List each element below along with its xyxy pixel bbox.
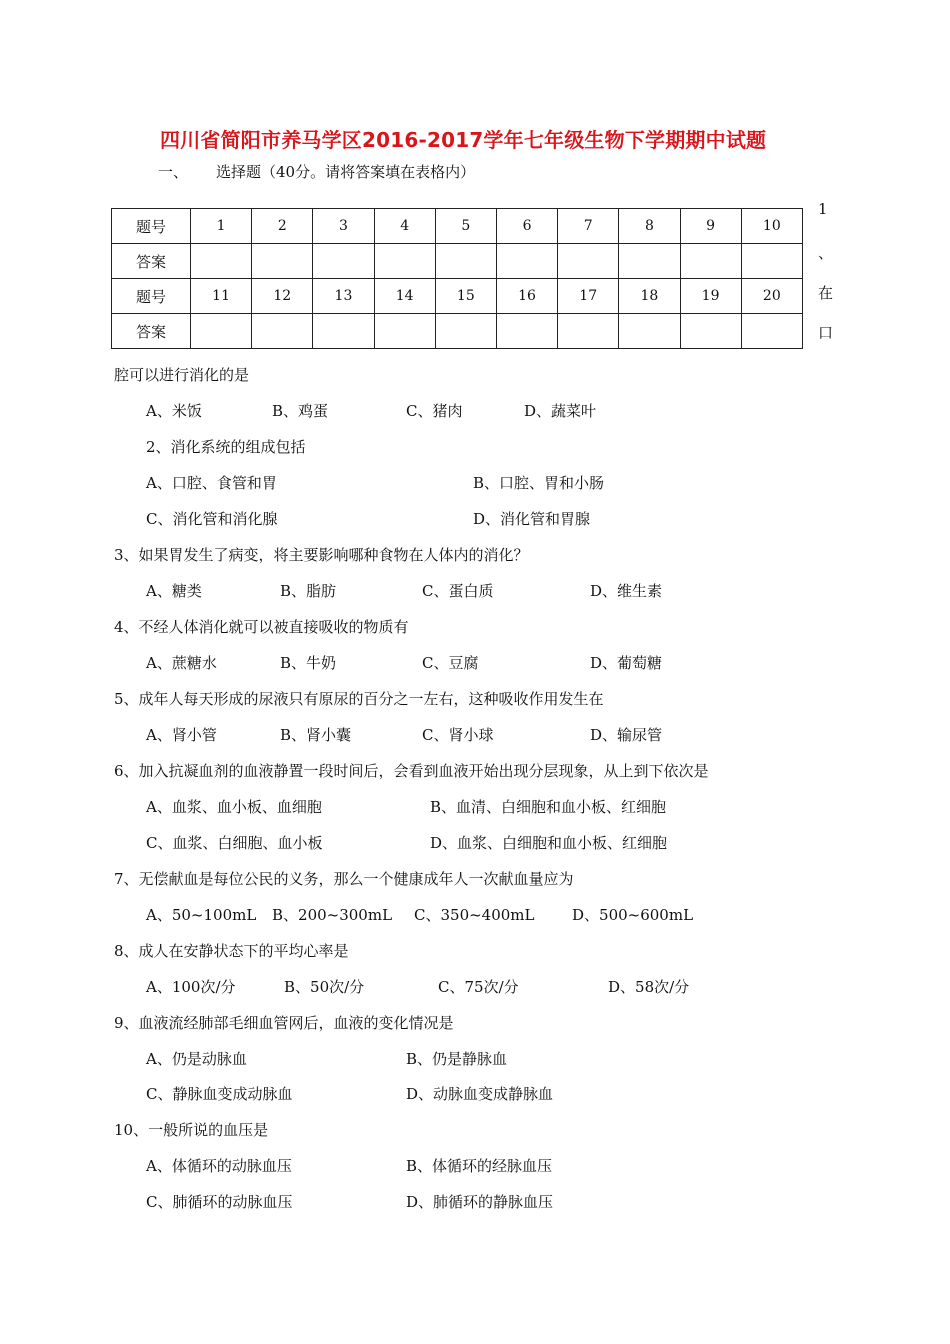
cell-num: 7 — [558, 209, 619, 244]
cell-num: 3 — [313, 209, 374, 244]
question-6-option-b: B、血清、白细胞和血小板、红细胞 — [430, 798, 667, 816]
cell-num: 2 — [252, 209, 313, 244]
question-1-option-c: C、猪肉 — [406, 402, 463, 420]
question-3-option-b: B、脂肪 — [280, 582, 337, 600]
question-4-stem: 4、不经人体消化就可以被直接吸收的物质有 — [114, 618, 409, 636]
answer-cell[interactable] — [680, 244, 741, 279]
answer-cell[interactable] — [558, 244, 619, 279]
cell-num: 8 — [619, 209, 680, 244]
question-5-option-d: D、输尿管 — [590, 726, 663, 744]
answer-cell[interactable] — [191, 314, 252, 349]
cell-num: 13 — [313, 279, 374, 314]
question-7-stem: 7、无偿献血是每位公民的义务，那么一个健康成年人一次献血量应为 — [114, 870, 574, 888]
question-9-stem: 9、血液流经肺部毛细血管网后，血液的变化情况是 — [114, 1014, 454, 1032]
table-row-answers-b — [112, 314, 803, 349]
question-9-option-d: D、动脉血变成静脉血 — [406, 1085, 554, 1103]
cell-num: 11 — [191, 279, 252, 314]
row-label-daan: 答案 — [112, 244, 191, 279]
cell-num: 5 — [435, 209, 496, 244]
question-10-option-b: B、体循环的经脉血压 — [406, 1157, 553, 1175]
question-7-option-a: A、50~100mL — [146, 906, 257, 924]
cell-num: 18 — [619, 279, 680, 314]
side-text-1: 1 — [818, 200, 828, 218]
question-4-option-d: D、葡萄糖 — [590, 654, 663, 672]
question-8-option-b: B、50次/分 — [284, 978, 365, 996]
cell-num: 1 — [191, 209, 252, 244]
question-7-option-b: B、200~300mL — [272, 906, 393, 924]
section-label: 选择题（40分。请将答案填在表格内） — [216, 163, 476, 181]
cell-num: 14 — [374, 279, 435, 314]
question-5-option-b: B、肾小囊 — [280, 726, 352, 744]
answer-cell[interactable] — [374, 244, 435, 279]
question-4-option-a: A、蔗糖水 — [146, 654, 217, 672]
question-1-option-d: D、蔬菜叶 — [524, 402, 597, 420]
side-text-3: 在 — [818, 284, 834, 302]
answer-cell[interactable] — [435, 244, 496, 279]
question-1-option-a: A、米饭 — [146, 402, 202, 420]
question-4-option-c: C、豆腐 — [422, 654, 479, 672]
answer-cell[interactable] — [496, 244, 557, 279]
question-2-option-a: A、口腔、食管和胃 — [146, 474, 277, 492]
answer-cell[interactable] — [313, 314, 374, 349]
answer-cell[interactable] — [252, 244, 313, 279]
question-3-stem: 3、如果胃发生了病变，将主要影响哪种食物在人体内的消化？ — [114, 546, 529, 564]
question-2-option-d: D、消化管和胃腺 — [473, 510, 591, 528]
question-2-stem: 2、消化系统的组成包括 — [146, 438, 306, 456]
answer-cell[interactable] — [435, 314, 496, 349]
side-text-2: 、 — [818, 244, 834, 262]
cell-num: 6 — [496, 209, 557, 244]
cell-num: 17 — [558, 279, 619, 314]
answer-cell[interactable] — [619, 244, 680, 279]
question-5-stem: 5、成年人每天形成的尿液只有原尿的百分之一左右，这种吸收作用发生在 — [114, 690, 604, 708]
question-6-option-a: A、血浆、血小板、血细胞 — [146, 798, 322, 816]
cell-num: 15 — [435, 279, 496, 314]
row-label-tihao: 题号 — [112, 279, 191, 314]
section-number: 一、 — [158, 163, 189, 181]
question-3-option-c: C、蛋白质 — [422, 582, 494, 600]
question-9-option-b: B、仍是静脉血 — [406, 1050, 508, 1068]
section-heading — [158, 161, 475, 182]
table-row-numbers-b — [112, 279, 803, 314]
cell-num: 20 — [741, 279, 802, 314]
question-10-stem: 10、一般所说的血压是 — [114, 1121, 269, 1139]
question-8-stem: 8、成人在安静状态下的平均心率是 — [114, 942, 349, 960]
table-row-answers-a — [112, 244, 803, 279]
question-10-option-c: C、肺循环的动脉血压 — [146, 1193, 293, 1211]
cell-num: 16 — [496, 279, 557, 314]
answer-cell[interactable] — [374, 314, 435, 349]
cell-num: 19 — [680, 279, 741, 314]
answer-cell[interactable] — [619, 314, 680, 349]
question-1-option-b: B、鸡蛋 — [272, 402, 329, 420]
question-2-option-b: B、口腔、胃和小肠 — [473, 474, 605, 492]
question-6-option-c: C、血浆、白细胞、血小板 — [146, 834, 323, 852]
cell-num: 4 — [374, 209, 435, 244]
question-7-option-c: C、350~400mL — [414, 906, 535, 924]
question-6-stem: 6、加入抗凝血剂的血液静置一段时间后，会看到血液开始出现分层现象，从上到下依次是 — [114, 762, 709, 780]
answer-cell[interactable] — [680, 314, 741, 349]
question-6-option-d: D、血浆、白细胞和血小板、红细胞 — [430, 834, 668, 852]
question-5-option-a: A、肾小管 — [146, 726, 217, 744]
answer-cell[interactable] — [313, 244, 374, 279]
question-10-option-a: A、体循环的动脉血压 — [146, 1157, 292, 1175]
question-9-option-c: C、静脉血变成动脉血 — [146, 1085, 293, 1103]
question-3-option-d: D、维生素 — [590, 582, 663, 600]
table-row-numbers-a — [112, 209, 803, 244]
question-7-option-d: D、500~600mL — [572, 906, 694, 924]
question-8-option-c: C、75次/分 — [438, 978, 519, 996]
answer-table — [111, 208, 803, 349]
question-4-option-b: B、牛奶 — [280, 654, 337, 672]
answer-cell[interactable] — [191, 244, 252, 279]
question-5-option-c: C、肾小球 — [422, 726, 494, 744]
question-8-option-a: A、100次/分 — [146, 978, 236, 996]
answer-cell[interactable] — [741, 314, 802, 349]
question-9-option-a: A、仍是动脉血 — [146, 1050, 247, 1068]
cell-num: 10 — [741, 209, 802, 244]
cell-num: 9 — [680, 209, 741, 244]
answer-cell[interactable] — [496, 314, 557, 349]
question-1-stem: 腔可以进行消化的是 — [114, 366, 250, 384]
question-3-option-a: A、糖类 — [146, 582, 202, 600]
row-label-tihao: 题号 — [112, 209, 191, 244]
answer-cell[interactable] — [252, 314, 313, 349]
question-2-option-c: C、消化管和消化腺 — [146, 510, 278, 528]
cell-num: 12 — [252, 279, 313, 314]
question-8-option-d: D、58次/分 — [608, 978, 690, 996]
page-title: 四川省简阳市养马学区2016-2017学年七年级生物下学期期中试题 — [160, 128, 767, 152]
answer-cell[interactable] — [741, 244, 802, 279]
row-label-daan: 答案 — [112, 314, 191, 349]
question-10-option-d: D、肺循环的静脉血压 — [406, 1193, 554, 1211]
side-text-4: 口 — [818, 324, 834, 342]
answer-cell[interactable] — [558, 314, 619, 349]
